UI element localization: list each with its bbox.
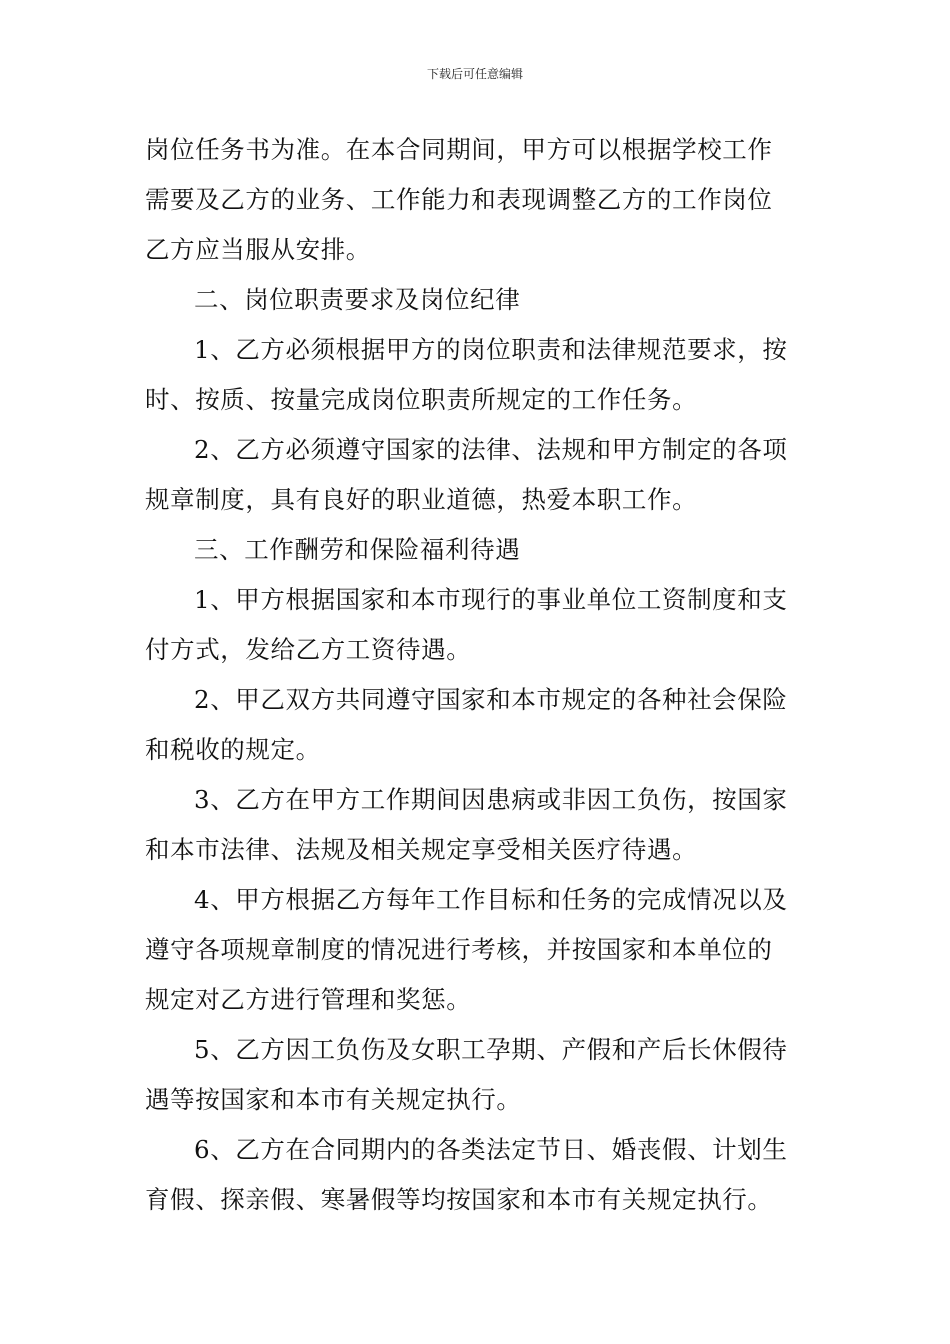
- text-line: 4、甲方根据乙方每年工作目标和任务的完成情况以及: [194, 885, 788, 914]
- text-line: 规章制度，具有良好的职业道德，热爱本职工作。: [145, 485, 698, 514]
- text-line: 1、甲方根据国家和本市现行的事业单位工资制度和支: [194, 585, 788, 614]
- text-line: 岗位任务书为准。在本合同期间，甲方可以根据学校工作: [145, 135, 773, 164]
- text-line: 乙方应当服从安排。: [145, 235, 371, 264]
- text-line: 3、乙方在甲方工作期间因患病或非因工负伤，按国家: [194, 785, 788, 814]
- text-line: 遵守各项规章制度的情况进行考核，并按国家和本单位的: [145, 935, 773, 964]
- document-body: [145, 125, 807, 1225]
- text-line: 时、按质、按量完成岗位职责所规定的工作任务。: [145, 385, 698, 414]
- text-line: 遇等按国家和本市有关规定执行。: [145, 1085, 522, 1114]
- text-line: 2、乙方必须遵守国家的法律、法规和甲方制定的各项: [194, 435, 788, 464]
- section-heading: 二、岗位职责要求及岗位纪律: [194, 285, 521, 314]
- text-line: 5、乙方因工负伤及女职工孕期、产假和产后长休假待: [194, 1035, 788, 1064]
- text-line: 和税收的规定。: [145, 735, 321, 764]
- text-line: 规定对乙方进行管理和奖惩。: [145, 985, 472, 1014]
- text-line: 付方式，发给乙方工资待遇。: [145, 635, 472, 664]
- text-line: 2、甲乙双方共同遵守国家和本市规定的各种社会保险: [194, 685, 788, 714]
- page-header-note: 下载后可任意编辑: [426, 67, 523, 81]
- text-line: 6、乙方在合同期内的各类法定节日、婚丧假、计划生: [194, 1135, 788, 1164]
- section-heading: 三、工作酬劳和保险福利待遇: [194, 535, 521, 564]
- text-line: 育假、探亲假、寒暑假等均按国家和本市有关规定执行。: [145, 1185, 773, 1214]
- text-line: 和本市法律、法规及相关规定享受相关医疗待遇。: [145, 835, 698, 864]
- text-line: 1、乙方必须根据甲方的岗位职责和法律规范要求，按: [194, 335, 788, 364]
- text-line: 需要及乙方的业务、工作能力和表现调整乙方的工作岗位: [145, 185, 773, 214]
